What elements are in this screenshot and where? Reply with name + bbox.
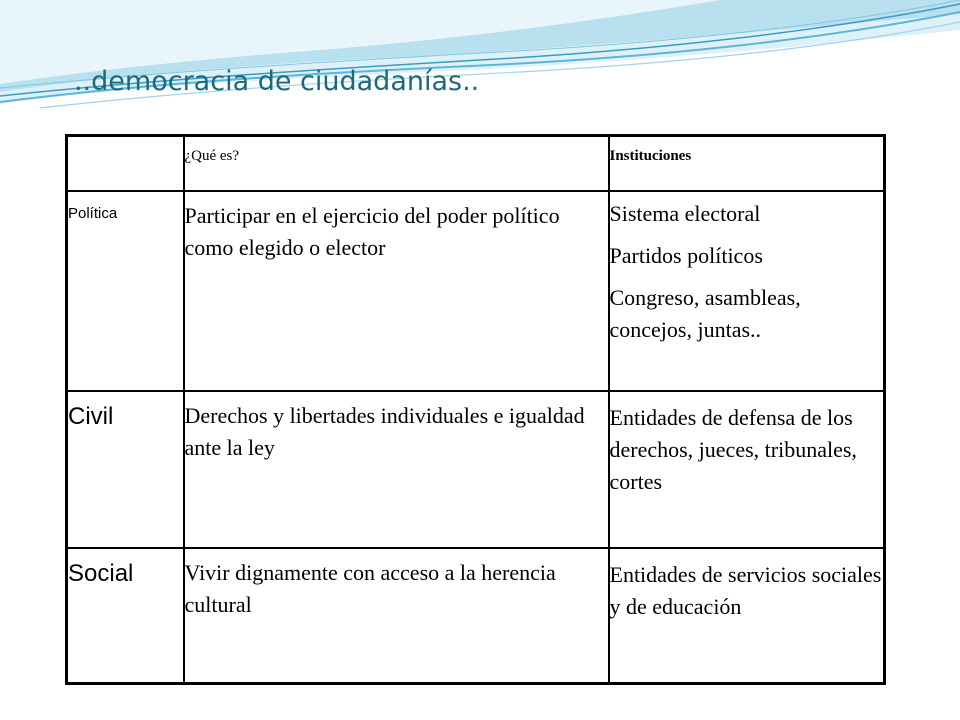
row-what-social: Vivir dignamente con acceso a la herencia cultural — [184, 560, 556, 617]
row-what-politica: Participar en el ejercicio del poder político como elegido o elector — [184, 203, 560, 260]
row-label-cell — [67, 191, 184, 391]
row-label-civil: Civil — [68, 403, 114, 430]
table-row — [67, 391, 885, 548]
header-label — [68, 137, 183, 146]
row-label-politica: Política — [68, 205, 118, 222]
row-what-cell — [184, 191, 609, 391]
row-label-cell — [67, 391, 184, 548]
citizenship-table — [65, 134, 886, 685]
slide-title: ..democracia de ciudadanías.. — [74, 66, 480, 97]
header-cell-what — [184, 136, 609, 192]
table-row — [67, 548, 885, 684]
header-institutions: Instituciones — [609, 148, 692, 164]
table-row — [67, 191, 885, 391]
header-what: ¿Qué es? — [184, 148, 240, 164]
header-cell-institutions — [609, 136, 885, 192]
row-institutions-cell — [609, 548, 885, 684]
institution-item: Entidades de defensa de los derechos, jueces, tribunales, cortes — [609, 405, 857, 494]
row-institutions-cell — [609, 391, 885, 548]
header-cell-empty — [67, 136, 184, 192]
table-header-row — [67, 136, 885, 192]
institution-item: Congreso, asambleas, concejos, juntas.. — [609, 285, 801, 342]
institution-item: Entidades de servicios sociales y de educación — [609, 562, 882, 619]
row-institutions-cell — [609, 191, 885, 391]
institution-item: Sistema electoral — [609, 201, 761, 226]
row-what-cell — [184, 548, 609, 684]
institution-item: Partidos políticos — [609, 243, 763, 268]
institutions-list-politica — [610, 192, 884, 346]
row-label-cell — [67, 548, 184, 684]
row-what-cell — [184, 391, 609, 548]
row-what-civil: Derechos y libertades individuales e igualdad ante la ley — [184, 403, 585, 460]
row-label-social: Social — [68, 560, 134, 587]
